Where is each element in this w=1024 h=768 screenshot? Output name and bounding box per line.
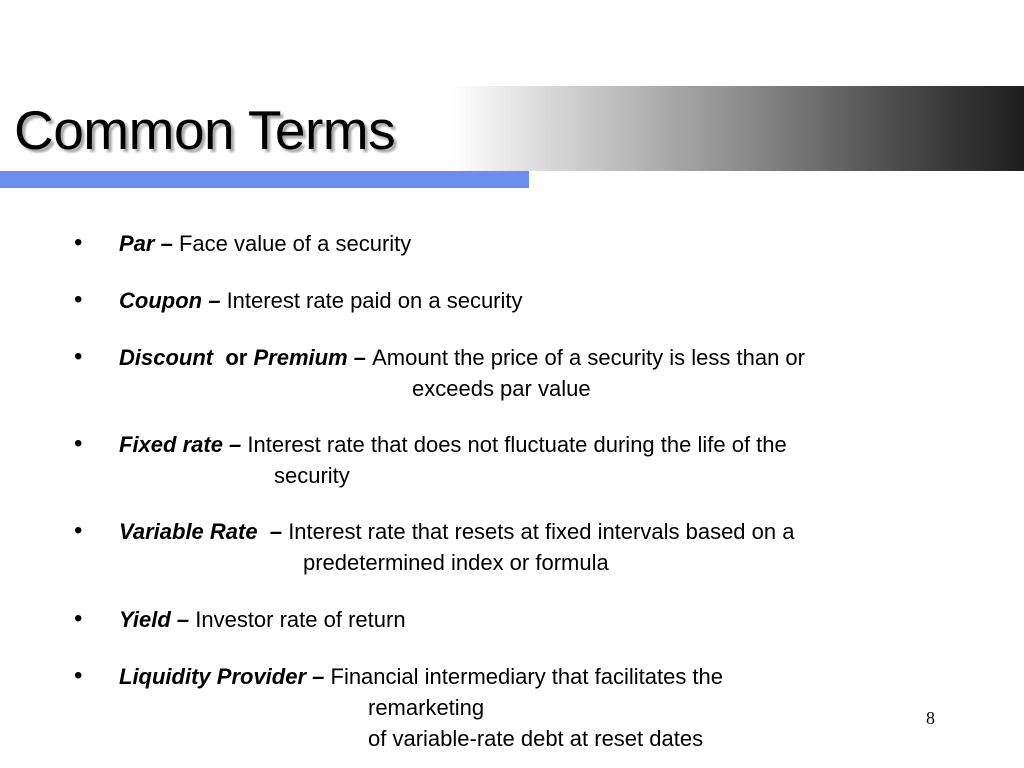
term-definition-cont: of variable-rate debt at reset dates bbox=[368, 726, 704, 751]
term-name: Variable Rate bbox=[119, 519, 258, 544]
term-definition: Financial intermediary that facilitates the bbox=[330, 664, 724, 689]
bullet-icon: • bbox=[74, 662, 83, 689]
term-definition: Investor rate of return bbox=[195, 607, 406, 632]
bullet-icon: • bbox=[74, 286, 83, 313]
term-definition-cont: exceeds par value bbox=[412, 376, 591, 401]
bullet-icon: • bbox=[74, 430, 83, 457]
term-name-2: Premium bbox=[253, 345, 348, 370]
slide-title: Common Terms bbox=[14, 99, 396, 161]
term-name: Discount bbox=[119, 345, 214, 370]
term-definition: Interest rate paid on a security bbox=[226, 288, 523, 313]
term-definition: Interest rate that resets at fixed intervals based on a bbox=[288, 519, 795, 544]
term-name: Liquidity Provider bbox=[119, 664, 307, 689]
bullet-icon: • bbox=[74, 343, 83, 370]
terms-list: • Par – Face value of a security • Coupon – Interest rate paid on a security • Discount or Premium – Amount the price of a security is less than or exceeds par value • Fixed rate – Interest rate that does not fluctuate during the life of the security • Variable Rate – Interest rate that resets at fixed intervals based on a predetermined index or formula • Yield – Investor rate of return • Liquidity Provider – Financial intermediary that facilitates the remarketing of variable-rate debt at reset dates bbox=[0, 0, 1024, 768]
term-definition: Amount the price of a security is less than or bbox=[372, 345, 805, 370]
term-conjunction: or bbox=[225, 345, 248, 370]
term-definition-cont: predetermined index or formula bbox=[303, 550, 609, 575]
term-name: Yield bbox=[119, 607, 171, 632]
bullet-icon: • bbox=[74, 229, 83, 256]
term-definition-cont: security bbox=[274, 463, 350, 488]
term-name: Par bbox=[119, 231, 155, 256]
term-name: Fixed rate bbox=[119, 432, 223, 457]
term-definition-cont: remarketing bbox=[368, 695, 485, 720]
bullet-icon: • bbox=[74, 605, 83, 632]
term-name: Coupon bbox=[119, 288, 203, 313]
term-definition: Face value of a security bbox=[178, 231, 412, 256]
term-definition: Interest rate that does not fluctuate during the life of the bbox=[247, 432, 787, 457]
page-number: 8 bbox=[926, 708, 935, 728]
bullet-icon: • bbox=[74, 517, 83, 544]
